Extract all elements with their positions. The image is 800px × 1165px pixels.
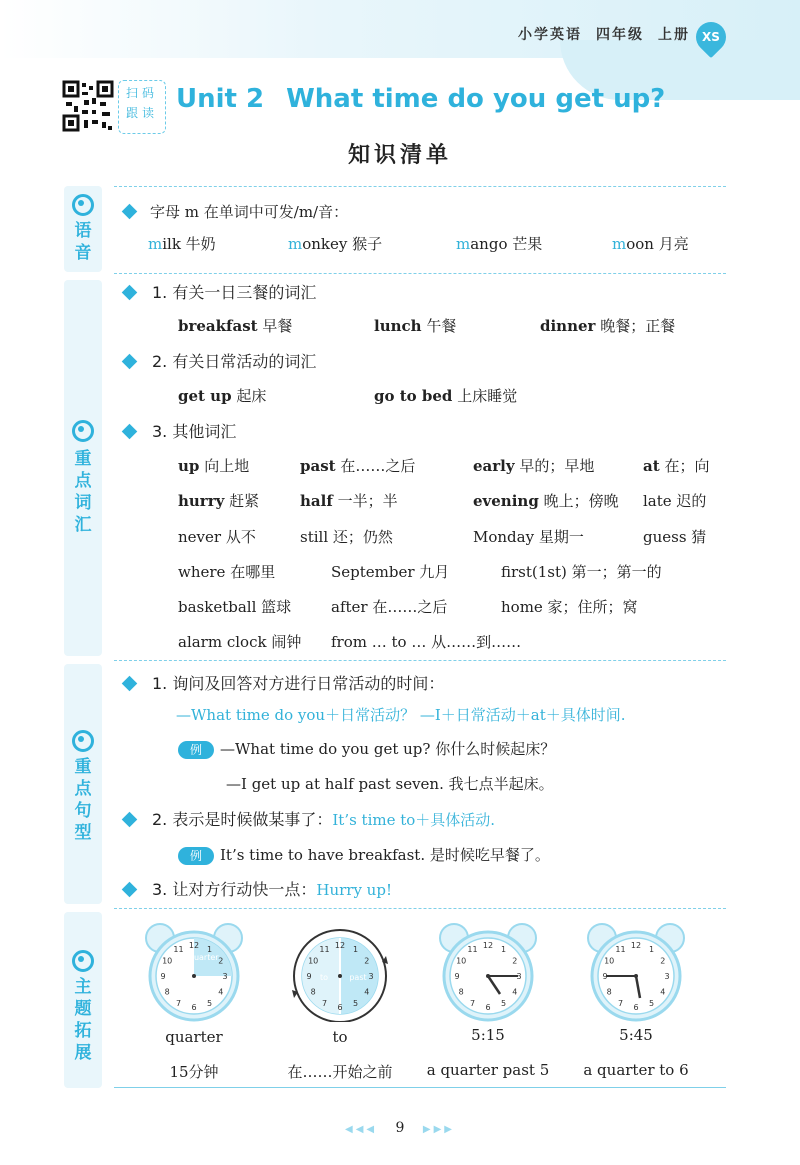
vocab-item: from … to … 从……到…… — [331, 633, 522, 651]
sentence-heading-3: 3. 让对方行动快一点：Hurry up! — [152, 880, 392, 899]
diamond-bullet-icon — [122, 882, 138, 898]
target-icon — [72, 194, 94, 216]
clock-number: 8 — [310, 987, 316, 997]
clock-number: 10 — [162, 956, 173, 966]
diamond-bullet-icon — [122, 285, 138, 301]
sentence-heading-1: 1. 询问及回答对方进行日常活动的时间： — [152, 674, 445, 693]
clock-number: 12 — [188, 941, 200, 950]
vocab-item: late 迟的 — [643, 492, 707, 510]
vocab-item: dinner 晚餐；正餐 — [540, 317, 676, 335]
footer-dots-left: ◀◀◀ — [345, 1124, 378, 1135]
clock-number: 2 — [512, 956, 518, 966]
vocab-heading-1: 1. 有关一日三餐的词汇 — [152, 283, 317, 302]
vocab-item: after 在……之后 — [331, 598, 448, 616]
clock-number: 11 — [467, 945, 478, 955]
sentence-heading-2: 2. 表示是时候做某事了：It’s time to＋具体活动. — [152, 810, 496, 829]
vocab-item: half 一半；半 — [300, 492, 398, 510]
diamond-bullet-icon — [122, 676, 138, 692]
clock-number: 12 — [630, 941, 642, 950]
clock-number: 4 — [512, 987, 518, 997]
clock-number: 1 — [352, 945, 359, 955]
header-volume: 上册 — [658, 27, 690, 43]
phonics-word: mango 芒果 — [456, 235, 543, 253]
clock-number: 9 — [602, 972, 608, 981]
clock-number: 4 — [218, 987, 224, 997]
clock-number: 8 — [606, 987, 612, 997]
sidebar-sentences-label: 重点句型 — [74, 757, 92, 843]
scan-line2: 跟读 — [125, 106, 158, 120]
sidebar-phonics-label: 语音 — [74, 221, 92, 263]
page-footer — [0, 1120, 800, 1136]
vocab-item: September 九月 — [331, 563, 450, 581]
clock-caption: quarter — [165, 1028, 223, 1046]
vocab-item: get up 起床 — [178, 387, 267, 405]
clock-number: 1 — [500, 945, 507, 955]
clock-number: 9 — [454, 972, 460, 981]
page-title: 知识清单 — [347, 143, 452, 168]
sidebar-expansion — [64, 912, 102, 1088]
clock-number: 12 — [334, 941, 346, 950]
vocab-item: alarm clock 闹钟 — [178, 633, 302, 651]
clock-meaning: a quarter to 6 — [583, 1061, 689, 1079]
clock-5-15-icon — [438, 922, 538, 1022]
clock-number: 3 — [516, 972, 522, 981]
clock-number: 7 — [617, 998, 624, 1008]
clock-number: 1 — [648, 945, 655, 955]
clock-number: 2 — [660, 956, 666, 966]
divider — [114, 186, 726, 187]
sidebar-vocab — [64, 280, 102, 656]
book-header — [504, 24, 690, 44]
clock-number: 5 — [206, 998, 213, 1008]
clock-number: 6 — [485, 1003, 491, 1012]
phonics-word: milk 牛奶 — [148, 235, 216, 253]
clock-number: 3 — [368, 972, 374, 981]
clock-number: 2 — [364, 956, 370, 966]
clock-number: 3 — [664, 972, 670, 981]
clock-meaning: 15分钟 — [169, 1063, 219, 1081]
qr-code-icon[interactable] — [62, 80, 114, 132]
clock-number: 5 — [352, 998, 359, 1008]
vocab-item: go to bed 上床睡觉 — [374, 387, 518, 405]
clock-caption: 5:45 — [619, 1026, 653, 1044]
scan-to-read-label — [118, 80, 166, 134]
clock-number: 6 — [191, 1003, 197, 1012]
clock-number: 4 — [660, 987, 666, 997]
divider — [114, 660, 726, 661]
clock-number: 6 — [337, 1003, 343, 1012]
xs-badge-text: XS — [702, 30, 720, 44]
example-tag: 例 — [178, 741, 214, 759]
vocab-item: lunch 午餐 — [374, 317, 457, 335]
vocab-item: basketball 篮球 — [178, 598, 292, 616]
divider — [114, 273, 726, 274]
divider — [114, 908, 726, 909]
target-icon — [72, 420, 94, 442]
clock-number: 7 — [469, 998, 476, 1008]
vocab-item: home 家；住所；窝 — [501, 598, 638, 616]
diamond-bullet-icon — [122, 354, 138, 370]
vocab-item: never 从不 — [178, 528, 256, 546]
unit-title — [176, 84, 665, 114]
clock-number: 4 — [364, 987, 370, 997]
clock-number: 12 — [482, 941, 494, 950]
clock-number: 1 — [206, 945, 213, 955]
clock-number: 8 — [458, 987, 464, 997]
clock-number: 11 — [319, 945, 330, 955]
vocab-item: at 在；向 — [643, 457, 710, 475]
scan-line1: 扫码 — [125, 86, 158, 100]
sidebar-phonics — [64, 186, 102, 272]
vocab-heading-2: 2. 有关日常活动的词汇 — [152, 352, 317, 371]
clock-meaning: 在……开始之前 — [287, 1063, 393, 1081]
vocab-item: first(1st) 第一；第一的 — [501, 563, 662, 581]
clock-number: 5 — [648, 998, 655, 1008]
sidebar-sentences — [64, 664, 102, 904]
target-icon — [72, 730, 94, 752]
clock-number: 5 — [500, 998, 507, 1008]
vocab-item: still 还；仍然 — [300, 528, 393, 546]
clock-number: 2 — [218, 956, 224, 966]
unit-number: Unit 2 — [176, 84, 265, 114]
clock-caption: to — [332, 1028, 348, 1046]
clock-number: 10 — [456, 956, 467, 966]
clock-number: 7 — [175, 998, 182, 1008]
clock-number: 11 — [615, 945, 626, 955]
header-subject: 小学英语 — [518, 27, 582, 43]
clock-number: 6 — [633, 1003, 639, 1012]
clock-5-45-icon — [586, 922, 686, 1022]
header-grade: 四年级 — [596, 27, 644, 43]
clock-quarter-icon — [144, 922, 244, 1022]
vocab-item: early 早的；早地 — [473, 457, 595, 475]
clock-number: 7 — [321, 998, 328, 1008]
vocab-item: guess 猜 — [643, 528, 707, 546]
example-2: 例 It’s time to have breakfast. 是时候吃早餐了。 — [178, 845, 550, 865]
clock-number: 8 — [164, 987, 170, 997]
vocab-item: Monday 星期一 — [473, 528, 584, 546]
sidebar-expansion-label: 主题拓展 — [74, 977, 92, 1063]
clock-meaning: a quarter past 5 — [426, 1061, 550, 1079]
xs-badge — [690, 16, 732, 58]
divider — [114, 1087, 726, 1088]
sentence-pattern-1: —What time do you＋日常活动？ —I＋日常活动＋at＋具体时间. — [176, 706, 626, 724]
phonics-word: monkey 猴子 — [288, 235, 383, 253]
clock-number: 10 — [308, 956, 319, 966]
vocab-item: up 向上地 — [178, 457, 250, 475]
clock-number: 9 — [160, 972, 166, 981]
clock-to-past-icon — [290, 922, 390, 1022]
clock-number: 9 — [306, 972, 312, 981]
clock-inner-past: past — [349, 973, 367, 982]
example-1b: —I get up at half past seven. 我七点半起床。 — [226, 775, 554, 793]
unit-question: What time do you get up? — [286, 84, 666, 114]
clock-caption: 5:15 — [471, 1026, 505, 1044]
diamond-bullet-icon — [122, 812, 138, 828]
vocab-item: where 在哪里 — [178, 563, 276, 581]
vocab-item: breakfast 早餐 — [178, 317, 293, 335]
vocab-item: evening 晚上；傍晚 — [473, 492, 619, 510]
phonics-intro: 字母 m 在单词中可发/m/音： — [150, 203, 349, 221]
example-tag: 例 — [178, 847, 214, 865]
sidebar-vocab-label: 重点词汇 — [74, 449, 92, 535]
target-icon — [72, 950, 94, 972]
vocab-item: past 在……之后 — [300, 457, 416, 475]
clock-number: 3 — [222, 972, 228, 981]
example-1a: 例 —What time do you get up? 你什么时候起床？ — [178, 739, 555, 759]
vocab-heading-3: 3. 其他词汇 — [152, 422, 237, 441]
clock-number: 10 — [604, 956, 615, 966]
footer-dots-right: ▶▶▶ — [422, 1124, 455, 1135]
page-number: 9 — [395, 1120, 405, 1136]
clock-number: 11 — [173, 945, 184, 955]
diamond-bullet-icon — [122, 424, 138, 440]
diamond-bullet-icon — [122, 204, 138, 220]
vocab-item: hurry 赶紧 — [178, 492, 260, 510]
clock-inner-text: a quarter — [181, 953, 219, 962]
phonics-word: moon 月亮 — [612, 235, 689, 253]
clock-inner-to: to — [319, 973, 329, 982]
